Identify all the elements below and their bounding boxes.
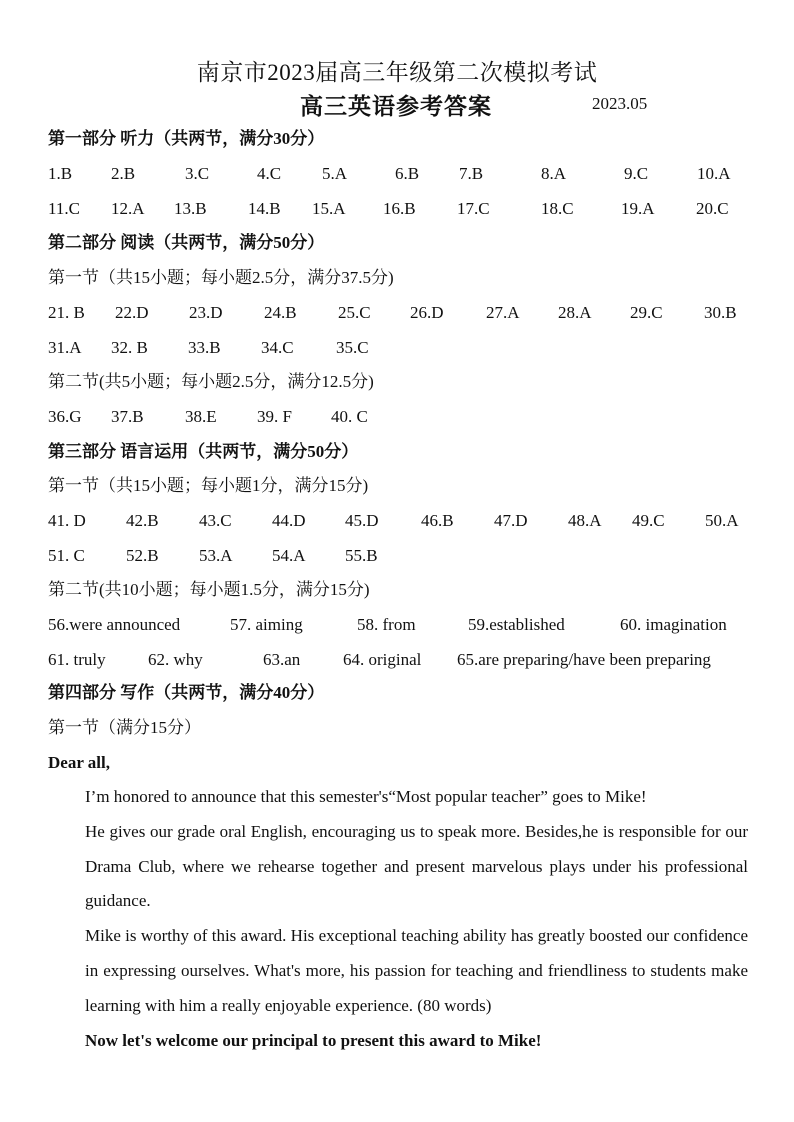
- answer-item: 49.C: [632, 511, 665, 530]
- answer-item: 62. why: [148, 650, 203, 669]
- answer-item: 17.C: [457, 199, 490, 218]
- answer-item: 3.C: [185, 164, 210, 183]
- answer-item: 28.A: [558, 303, 592, 322]
- answer-item: 31.A: [48, 338, 82, 357]
- answer-item: 37.B: [111, 407, 144, 426]
- answer-item: 48.A: [568, 511, 602, 530]
- answer-item: 57. aiming: [230, 615, 303, 634]
- letter-greeting: Dear all,: [48, 753, 111, 772]
- letter-paragraph-1: I’m honored to announce that this semester's“Most popular teacher” goes to Mike!: [85, 787, 647, 806]
- answer-item: 7.B: [459, 164, 484, 183]
- answer-item: 47.D: [494, 511, 528, 530]
- answer-item: 50.A: [705, 511, 739, 530]
- answer-item: 55.B: [345, 546, 378, 565]
- answer-item: 34.C: [261, 338, 294, 357]
- answer-item: 63.an: [263, 650, 301, 669]
- answer-item: 59.established: [468, 615, 565, 634]
- answer-item: 40. C: [331, 407, 368, 426]
- answer-item: 23.D: [189, 303, 223, 322]
- answer-item: 18.C: [541, 199, 574, 218]
- answer-key-title: 高三英语参考答案: [300, 94, 492, 119]
- letter-body: [48, 780, 748, 1058]
- answer-item: 39. F: [257, 407, 292, 426]
- answer-item: 11.C: [48, 199, 80, 218]
- part3-section2-title: 第二节(共10小题；每小题1.5分，满分15分): [48, 580, 370, 599]
- answer-item: 15.A: [312, 199, 346, 218]
- answer-item: 65.are preparing/have been preparing: [457, 650, 711, 669]
- letter-closing: Now let's welcome our principal to present this award to Mike!: [85, 1030, 542, 1050]
- answer-item: 44.D: [272, 511, 306, 530]
- answer-item: 14.B: [248, 199, 281, 218]
- answer-item: 51. C: [48, 546, 85, 565]
- answer-item: 20.C: [696, 199, 729, 218]
- answer-item: 22.D: [115, 303, 149, 322]
- answer-item: 35.C: [336, 338, 369, 357]
- answer-item: 13.B: [174, 199, 207, 218]
- answer-item: 33.B: [188, 338, 221, 357]
- answer-item: 32. B: [111, 338, 148, 357]
- part2-heading: 第二部分 阅读（共两节，满分50分）: [48, 233, 325, 252]
- exam-date: 2023.05: [592, 94, 648, 113]
- part1-heading: 第一部分 听力（共两节，满分30分）: [48, 129, 325, 148]
- answer-item: 61. truly: [48, 650, 106, 669]
- answer-item: 64. original: [343, 650, 422, 669]
- answer-item: 19.A: [621, 199, 655, 218]
- answer-item: 1.B: [48, 164, 73, 183]
- answer-item: 26.D: [410, 303, 444, 322]
- answer-item: 60. imagination: [620, 615, 727, 634]
- answer-item: 9.C: [624, 164, 649, 183]
- answer-item: 45.D: [345, 511, 379, 530]
- part2-section2-title: 第二节(共5小题；每小题2.5分，满分12.5分): [48, 372, 374, 391]
- answer-item: 10.A: [697, 164, 731, 183]
- answer-item: 27.A: [486, 303, 520, 322]
- answer-item: 53.A: [199, 546, 233, 565]
- answer-item: 8.A: [541, 164, 567, 183]
- answer-item: 24.B: [264, 303, 297, 322]
- answer-item: 54.A: [272, 546, 306, 565]
- answer-item: 52.B: [126, 546, 159, 565]
- answer-item: 4.C: [257, 164, 282, 183]
- answer-item: 30.B: [704, 303, 737, 322]
- part3-section1-title: 第一节（共15小题；每小题1分，满分15分): [48, 476, 369, 495]
- answer-item: 41. D: [48, 511, 86, 530]
- answer-item: 38.E: [185, 407, 217, 426]
- answer-item: 2.B: [111, 164, 136, 183]
- part2-section1-title: 第一节（共15小题；每小题2.5分，满分37.5分): [48, 268, 394, 287]
- answer-item: 36.G: [48, 407, 82, 426]
- answer-item: 56.were announced: [48, 615, 181, 634]
- answer-item: 25.C: [338, 303, 371, 322]
- answer-item: 16.B: [383, 199, 416, 218]
- answer-item: 46.B: [421, 511, 454, 530]
- answer-item: 12.A: [111, 199, 145, 218]
- answer-item: 21. B: [48, 303, 85, 322]
- part3-heading: 第三部分 语言运用（共两节，满分50分）: [48, 442, 359, 461]
- exam-title: 南京市2023届高三年级第二次模拟考试: [196, 60, 598, 85]
- answer-item: 29.C: [630, 303, 663, 322]
- answer-item: 5.A: [322, 164, 348, 183]
- answer-item: 42.B: [126, 511, 159, 530]
- letter-paragraph-3: Mike is worthy of this award. His exceptional teaching ability has greatly boosted our confidence in expressing ourselves. What's more, his passion for teaching and friendliness to students make learning with him a really enjoyable experience. (80 words): [85, 926, 748, 1015]
- part4-heading: 第四部分 写作（共两节，满分40分）: [48, 683, 325, 702]
- letter-paragraph-2: He gives our grade oral English, encouraging us to speak more. Besides,he is responsible for our Drama Club, where we rehearse together and present marvelous plays under his professional guidance.: [85, 821, 748, 911]
- answer-item: 58. from: [357, 615, 416, 634]
- part4-section1-title: 第一节（满分15分）: [48, 718, 201, 737]
- answer-item: 6.B: [395, 164, 420, 183]
- answer-item: 43.C: [199, 511, 232, 530]
